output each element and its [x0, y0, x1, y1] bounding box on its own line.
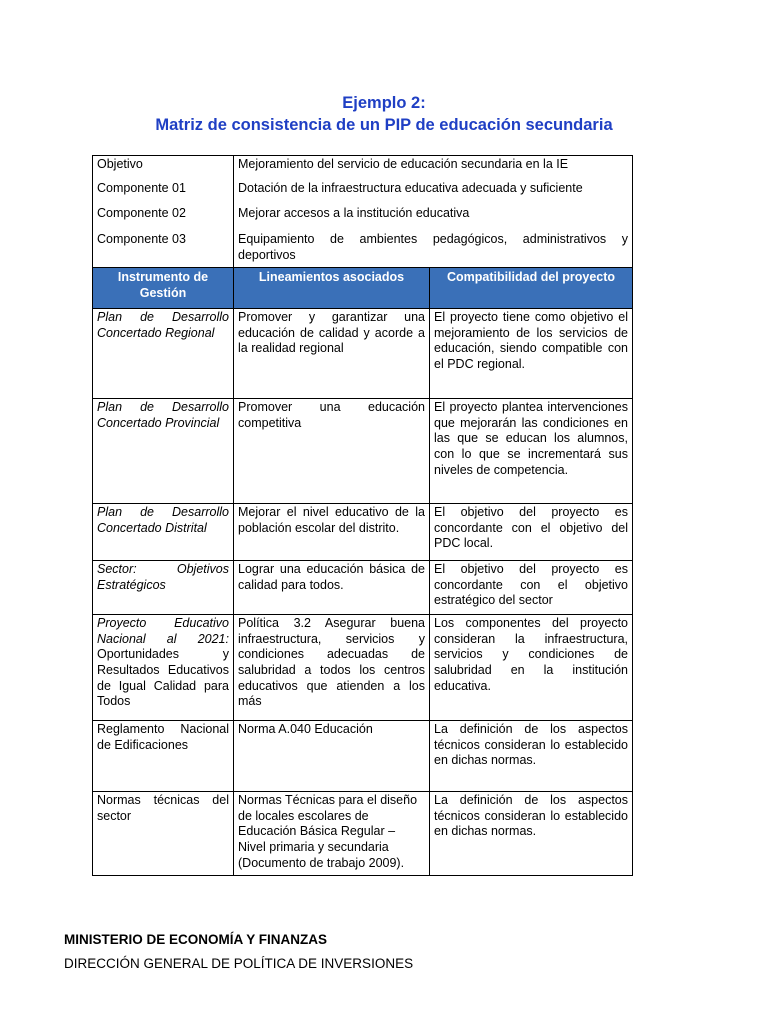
- summary-row-componente-03: [93, 225, 633, 268]
- table-row: [93, 504, 633, 561]
- consistency-matrix-table: [92, 155, 633, 876]
- cell-lineamientos: Promover una educación competitiva: [234, 399, 430, 504]
- cell-compatibilidad: La definición de los aspectos técnicos consideran lo establecido en dichas normas.: [430, 721, 633, 792]
- cell-instrumento: Plan de Desarrollo Concertado Provincial: [93, 399, 234, 504]
- header-instrumento: Instrumento de Gestión: [93, 268, 234, 309]
- summary-row-componente-01: [93, 175, 633, 200]
- matrix-header-row: [93, 268, 633, 309]
- summary-label: Componente 01: [93, 175, 234, 200]
- cell-instrumento: Sector: Objetivos Estratégicos: [93, 561, 234, 615]
- summary-label: Componente 02: [93, 200, 234, 225]
- title-example-number: Ejemplo 2:: [342, 94, 426, 112]
- cell-lineamientos: Norma A.040 Educación: [234, 721, 430, 792]
- document-title: [0, 92, 768, 136]
- summary-value: Dotación de la infraestructura educativa adecuada y suficiente: [234, 175, 633, 200]
- table-row: [93, 309, 633, 399]
- table-row: [93, 561, 633, 615]
- cell-instrumento: Plan de Desarrollo Concertado Distrital: [93, 504, 234, 561]
- summary-row-objetivo: [93, 156, 633, 176]
- header-lineamientos: Lineamientos asociados: [234, 268, 430, 309]
- title-matrix-name: Matriz de consistencia de un PIP de educación secundaria: [155, 116, 613, 134]
- summary-label: Objetivo: [93, 156, 234, 176]
- cell-compatibilidad: Los componentes del proyecto consideran la infraestructura, servicios y condiciones de salubridad en la institución educativa.: [430, 615, 633, 721]
- summary-label: Componente 03: [93, 225, 234, 268]
- cell-lineamientos: Normas Técnicas para el diseño de locales escolares de Educación Básica Regular – Nivel primaria y secundaria (Documento de trabajo 2009).: [234, 792, 430, 876]
- table-row: [93, 792, 633, 876]
- footer-direction: DIRECCIÓN GENERAL DE POLÍTICA DE INVERSIONES: [64, 956, 414, 971]
- footer-ministry: MINISTERIO DE ECONOMÍA Y FINANZAS: [64, 932, 328, 947]
- cell-instrumento: [93, 615, 234, 721]
- cell-lineamientos: Promover y garantizar una educación de calidad y acorde a la realidad regional: [234, 309, 430, 399]
- cell-instrumento: Plan de Desarrollo Concertado Regional: [93, 309, 234, 399]
- cell-lineamientos: Política 3.2 Asegurar buena infraestructura, servicios y condiciones adecuadas de salubridad a todos los centros educativos que atienden a los más: [234, 615, 430, 721]
- summary-value: Equipamiento de ambientes pedagógicos, administrativos y deportivos: [234, 225, 633, 268]
- instrumento-italic-part: Proyecto Educativo Nacional al 2021:: [97, 616, 229, 646]
- table-row: [93, 615, 633, 721]
- cell-compatibilidad: La definición de los aspectos técnicos consideran lo establecido en dichas normas.: [430, 792, 633, 876]
- summary-value: Mejoramiento del servicio de educación secundaria en la IE: [234, 156, 633, 176]
- header-compatibilidad: Compatibilidad del proyecto: [430, 268, 633, 309]
- summary-row-componente-02: [93, 200, 633, 225]
- table-row: [93, 721, 633, 792]
- cell-instrumento: Normas técnicas del sector: [93, 792, 234, 876]
- cell-compatibilidad: El proyecto plantea intervenciones que mejorarán las condiciones en las que se educan los alumnos, con lo que se incrementará sus niveles de competencia.: [430, 399, 633, 504]
- instrumento-regular-part: Oportunidades y Resultados Educativos de Igual Calidad para Todos: [97, 647, 229, 709]
- summary-value: Mejorar accesos a la institución educativa: [234, 200, 633, 225]
- cell-compatibilidad: El objetivo del proyecto es concordante con el objetivo estratégico del sector: [430, 561, 633, 615]
- table-row: [93, 399, 633, 504]
- cell-lineamientos: Lograr una educación básica de calidad para todos.: [234, 561, 430, 615]
- cell-lineamientos: Mejorar el nivel educativo de la población escolar del distrito.: [234, 504, 430, 561]
- cell-compatibilidad: El objetivo del proyecto es concordante con el objetivo del PDC local.: [430, 504, 633, 561]
- cell-instrumento: Reglamento Nacional de Edificaciones: [93, 721, 234, 792]
- cell-compatibilidad: El proyecto tiene como objetivo el mejoramiento de los servicios de educación, siendo compatible con el PDC regional.: [430, 309, 633, 399]
